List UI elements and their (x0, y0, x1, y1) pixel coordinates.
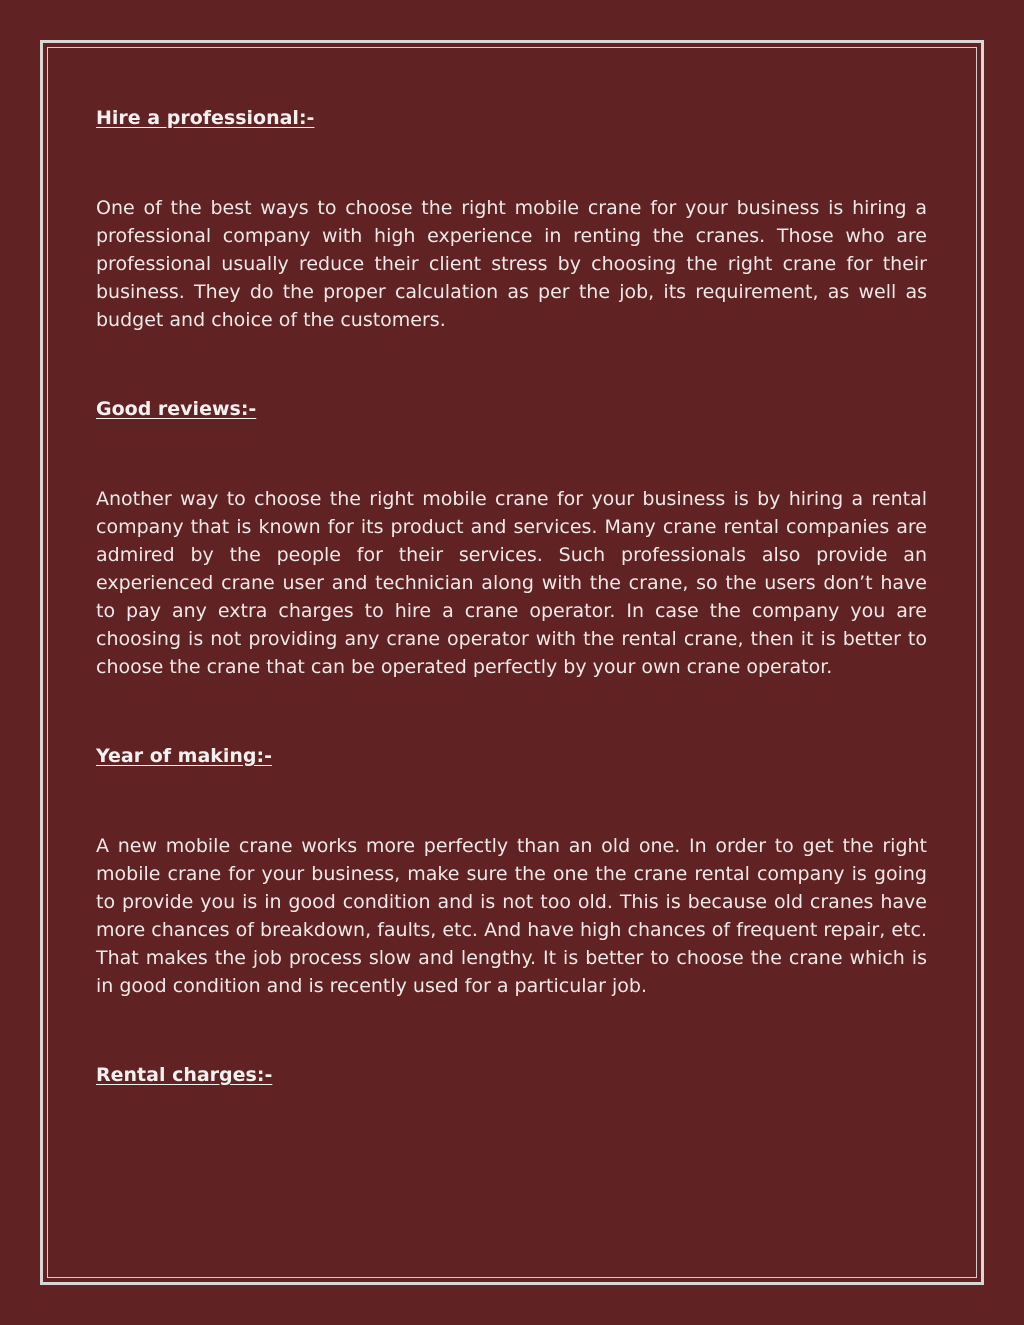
heading-hire-a-professional: Hire a professional:- (96, 107, 315, 129)
paragraph-good-reviews: Another way to choose the right mobile crane for your business is by hiring a rental company that is known for its product and services. Many crane rental companies are admired by the people for their services. Such professionals also provide an experienced crane user and technician along with the crane, so the users don’t have to pay any extra charges to hire a crane operator. In case the company you are choosing is not providing any crane operator with the rental crane, then it is better to choose the crane that can be operated perfectly by your own crane operator. (96, 488, 927, 678)
heading-rental-charges: Rental charges:- (96, 1064, 273, 1086)
paragraph-hire-a-professional: One of the best ways to choose the right mobile crane for your business is hiring a professional company with high experience in renting the cranes. Those who are professional usually reduce their client stress by choosing the right crane for their business. They do the proper calculation as per the job, its requirement, as well as budget and choice of the customers. (96, 197, 927, 331)
document-content (96, 104, 927, 1089)
paragraph-year-of-making: A new mobile crane works more perfectly than an old one. In order to get the right mobile crane for your business, make sure the one the crane rental company is going to provide you is in good condition and is not too old. This is because old cranes have more chances of breakdown, faults, etc. And have high chances of frequent repair, etc. That makes the job process slow and lengthy. It is better to choose the crane which is in good condition and is recently used for a particular job. (96, 835, 927, 997)
heading-good-reviews: Good reviews:- (96, 398, 257, 420)
heading-year-of-making: Year of making:- (96, 745, 273, 767)
